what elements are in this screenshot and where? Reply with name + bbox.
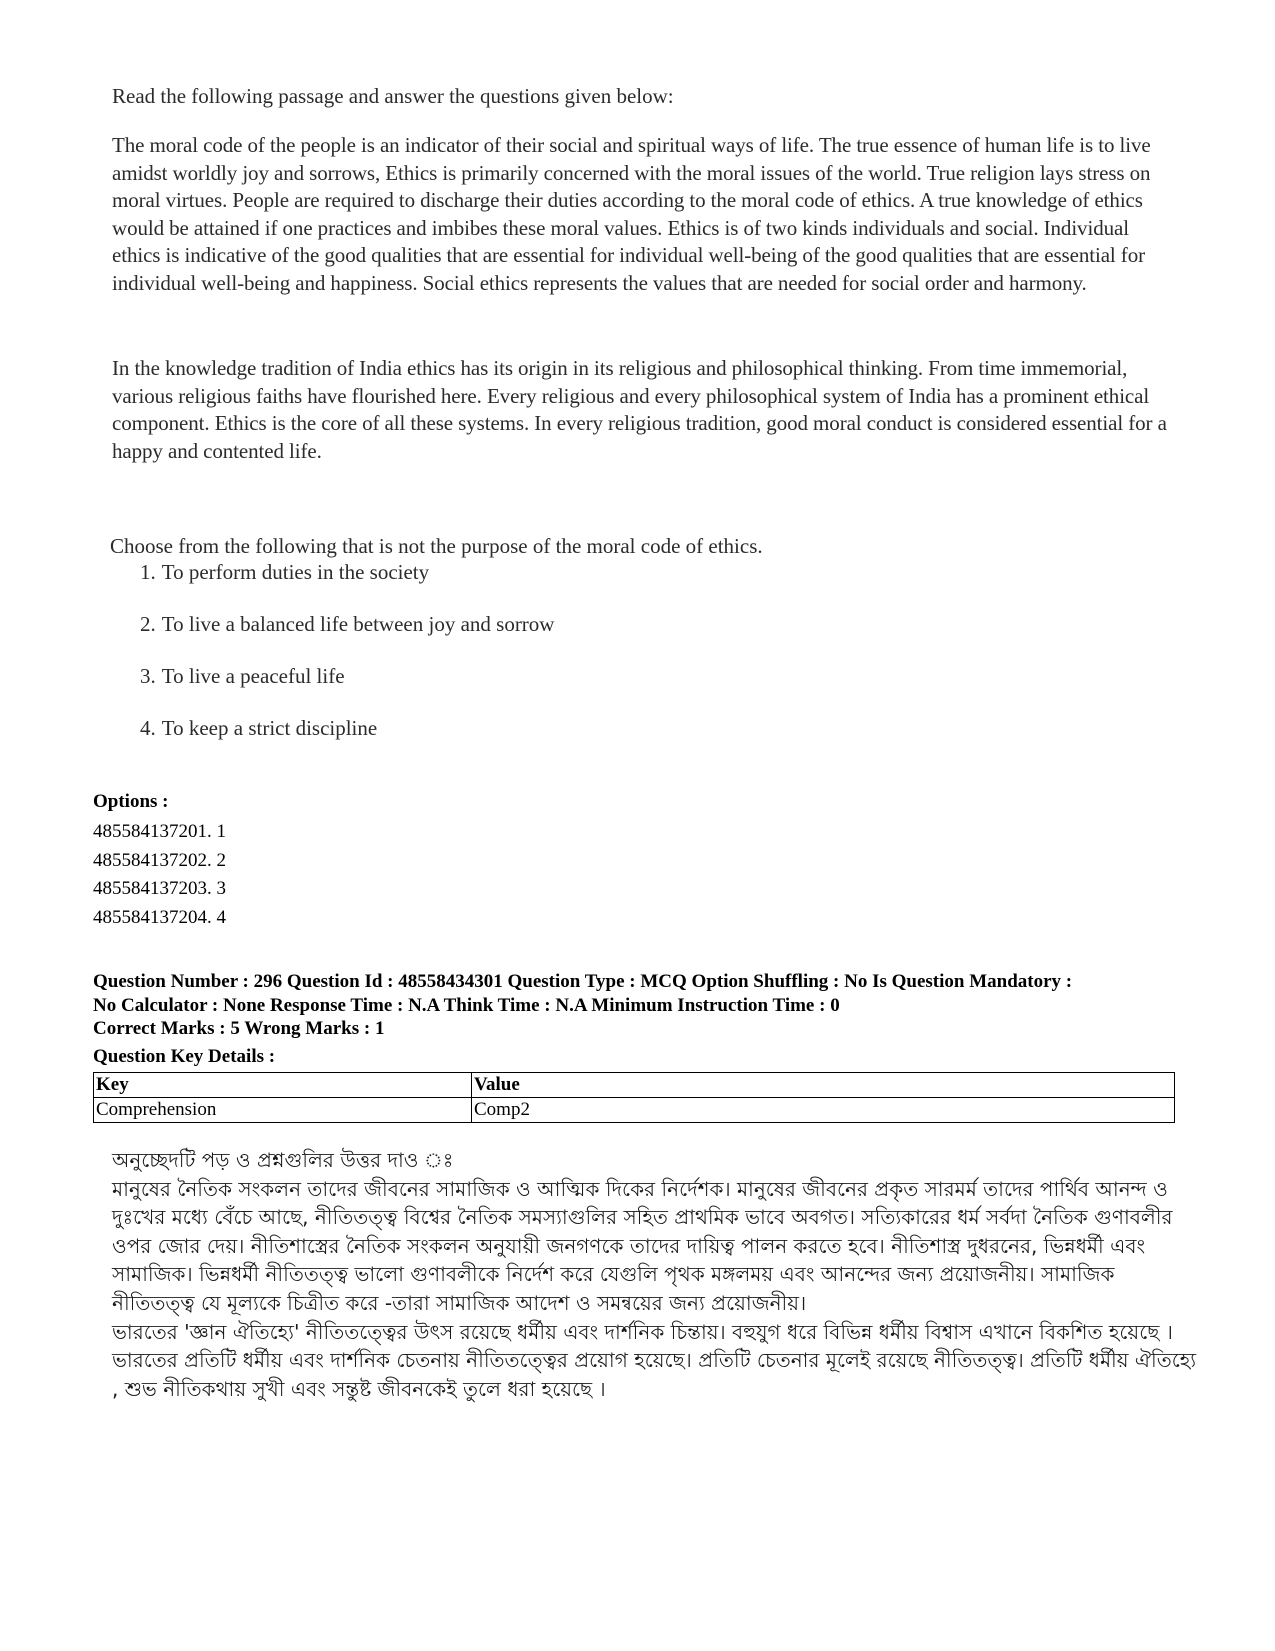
table-header-row bbox=[94, 1073, 1175, 1098]
option-item: 485584137204. 4 bbox=[93, 906, 226, 928]
passage-paragraph-2-text: In the knowledge tradition of India ethics has its origin in its religious and philosophical thinking. From time immemorial, various religious faiths have flourished here. Every religious and every philosophical system of India has a prominent ethical component. Ethics is the core of all these systems. In every religious tradition, good moral conduct is considered essential for a happy and contented life. bbox=[112, 356, 1167, 463]
question-info bbox=[93, 970, 1183, 1018]
choice-1 bbox=[140, 558, 429, 586]
table-header-value: Value bbox=[472, 1073, 1175, 1098]
option-item: 485584137203. 3 bbox=[93, 878, 226, 899]
passage-instruction-text: Read the following passage and answer the questions given below: bbox=[112, 84, 674, 108]
choice-text: To live a peaceful life bbox=[161, 664, 345, 688]
passage-paragraph-1 bbox=[112, 132, 1172, 297]
choice-text: To keep a strict discipline bbox=[161, 716, 378, 740]
marks-line: Correct Marks : 5 Wrong Marks : 1 bbox=[93, 1018, 385, 1039]
bengali-instruction: অনুচ্ছেদটি পড় ও প্রশ্নগুলির উত্তর দাও ঃ bbox=[112, 1148, 454, 1172]
option-item: 485584137201. 1 bbox=[93, 821, 226, 842]
key-details-table bbox=[93, 1072, 1175, 1123]
option-item: 485584137202. 2 bbox=[93, 849, 226, 871]
choice-2 bbox=[140, 610, 554, 638]
bengali-paragraph-2: ভারতের 'জ্ঞান ঐতিহ্যে' নীতিতত্ত্বের উৎস রয়েছে ধর্মীয় এবং দার্শনিক চিন্তায়। বহুযুগ ধরে বিভিন্ন ধর্মীয় বিশ্বাস এখানে বিকশিত হয়েছে । ভারতের প্রতিটি ধর্মীয় এবং দার্শনিক চেতনায় নীতিতত্ত্বের প্রয়োগ হয়েছে। প্রতিটি চেতনার মূলেই রয়েছে নীতিতত্ত্ব। প্রতিটি ধর্মীয় ঐতিহ্যে , শুভ নীতিকথায় সুখী এবং সন্তুষ্ট জীবনকেই তুলে ধরা হয়েছে । bbox=[112, 1319, 1197, 1401]
options-heading: Options : bbox=[93, 791, 169, 812]
table-header-key: Key bbox=[94, 1073, 472, 1098]
choice-number: 2. bbox=[140, 612, 156, 636]
passage-paragraph-2 bbox=[112, 355, 1172, 465]
choice-text: To perform duties in the society bbox=[161, 560, 430, 584]
choice-number: 1. bbox=[140, 560, 156, 584]
table-cell-value: Comp2 bbox=[472, 1098, 1175, 1123]
choice-4 bbox=[140, 714, 377, 742]
key-details-heading: Question Key Details : bbox=[93, 1046, 276, 1067]
question-info-line-1: Question Number : 296 Question Id : 48558434301 Question Type : MCQ Option Shuffling : No Is Question Mandatory : bbox=[93, 971, 1073, 992]
passage-paragraph-1-text: The moral code of the people is an indicator of their social and spiritual ways of life. The true essence of human life is to live amidst worldly joy and sorrows, Ethics is primarily concerned with the moral issues of the world. True religion lays stress on moral virtues. People are required to discharge their duties according to the moral code of ethics. A true knowledge of ethics would be attained if one practices and imbibes these moral values. Ethics is of two kinds individuals and social. Individual ethics is indicative of the good qualities that are essential for individual well-being of the good qualities that are essential for individual well-being and happiness. Social ethics represents the values that are needed for social order and harmony. bbox=[112, 133, 1151, 295]
bengali-passage bbox=[112, 1146, 1202, 1403]
table-cell-key: Comprehension bbox=[94, 1098, 472, 1123]
choice-number: 3. bbox=[140, 664, 156, 688]
bengali-paragraph-1: মানুষের নৈতিক সংকলন তাদের জীবনের সামাজিক ও আত্মিক দিকের নির্দেশক। মানুষের জীবনের প্রকৃত সারমর্ম তাদের পার্থিব আনন্দ ও দুঃখের মধ্যে বেঁচে আছে, নীতিতত্ত্ব বিশ্বের নৈতিক সমস্যাগুলির সহিত প্রাথমিক ভাবে অবগত। সত্যিকারের ধর্ম সর্বদা নৈতিক গুণাবলীর ওপর জোর দেয়। নীতিশাস্ত্রের নৈতিক সংকলন অনুযায়ী জনগণকে তাদের দায়িত্ব পালন করতে হবে। নীতিশাস্ত্র দুধরনের, ভিন্নধর্মী এবং সামাজিক। ভিন্নধর্মী নীতিতত্ত্ব ভালো গুণাবলীকে নির্দেশ করে যেগুলি পৃথক মঙ্গলময় এবং আনন্দের জন্য প্রয়োজনীয়। সামাজিক নীতিতত্ত্ব যে মূল্যকে চিত্রীত করে -তারা সামাজিক আদেশ ও সমন্বয়ের জন্য প্রয়োজনীয়। bbox=[112, 1176, 1173, 1315]
choice-3 bbox=[140, 662, 345, 690]
question-text: Choose from the following that is not the purpose of the moral code of ethics. bbox=[110, 534, 763, 558]
question-info-line-2: No Calculator : None Response Time : N.A Think Time : N.A Minimum Instruction Time : 0 bbox=[93, 995, 840, 1016]
options-list bbox=[93, 818, 226, 932]
choice-text: To live a balanced life between joy and sorrow bbox=[161, 612, 555, 636]
choice-number: 4. bbox=[140, 716, 156, 740]
table-row bbox=[94, 1098, 1175, 1123]
passage-instruction bbox=[112, 82, 1172, 110]
